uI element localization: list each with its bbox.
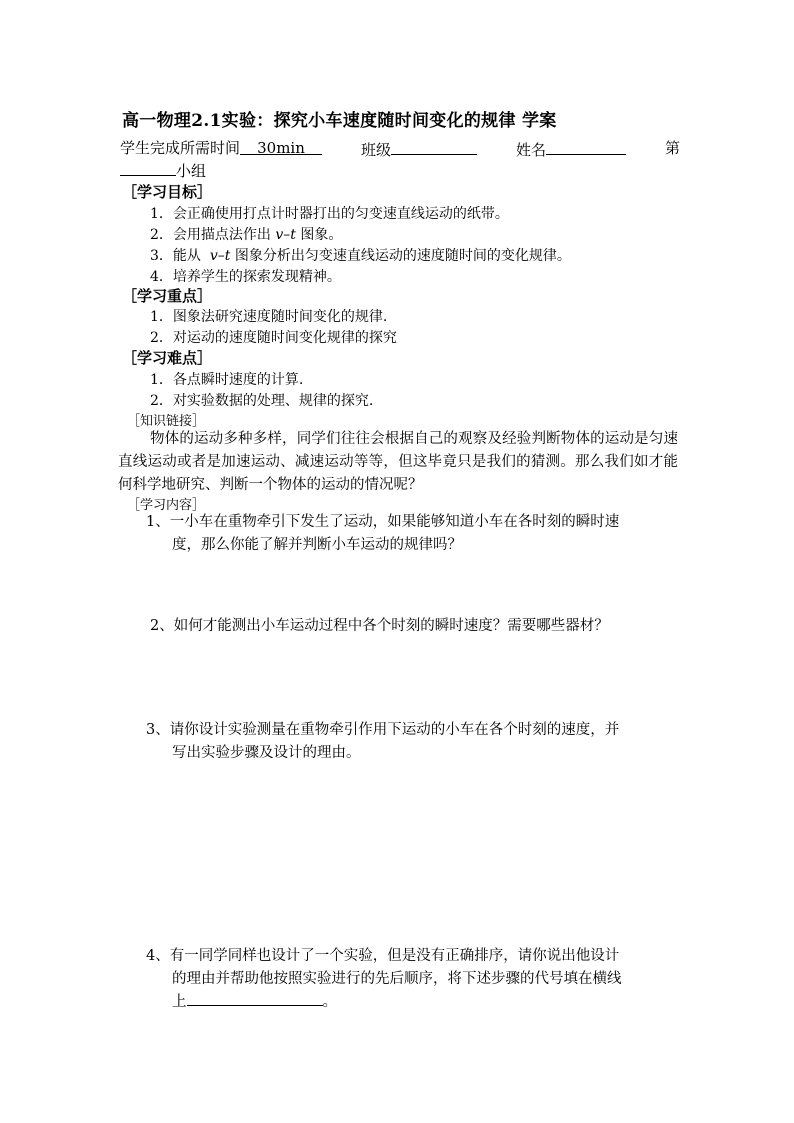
question-text: 的理由并帮助他按照实验进行的先后顺序，将下述步骤的代号填在横线 [172, 971, 622, 987]
question-text: 有一同学同样也设计了一个实验，但是没有正确排序，请你说出他设计 [169, 948, 620, 964]
question-text: 度，那么你能了解并判断小车运动的规律吗？ [172, 537, 462, 553]
objective-item: 2．会用描点法作出 v–t 图象。 [150, 227, 343, 243]
objective-item: 4．培养学生的探索发现精神。 [150, 269, 341, 285]
vt-symbol: v–t [275, 227, 296, 243]
question-text: 一小车在重物牵引下发生了运动，如果能够知道小车在各时刻的瞬时速 [169, 514, 620, 530]
group-blank[interactable] [120, 160, 176, 176]
difficulty-item: 2．对实验数据的处理、规律的探究. [150, 393, 374, 409]
question-answer-line: 上 。 [172, 994, 337, 1010]
group-suffix: 小组 [176, 162, 207, 180]
content-heading: ［学习内容］ [127, 498, 206, 513]
knowledge-link-heading: ［知识链接］ [127, 414, 206, 429]
objectives-heading: ［学习目标］ [122, 183, 213, 201]
name-label: 姓名 [515, 141, 546, 159]
key-point-item: 2．对运动的速度随时间变化规律的探究 [150, 330, 397, 346]
question-1 [146, 511, 676, 557]
question-number: 4、 [146, 948, 170, 964]
question-number: 3、 [146, 722, 170, 738]
question-text: 写出实验步骤及设计的理由。 [172, 745, 361, 761]
name-field [516, 139, 626, 159]
vt-symbol: v–t [209, 248, 231, 264]
student-info [120, 139, 680, 180]
question-3 [146, 719, 676, 765]
objective-item: 1．会正确使用打点计时器打出的匀变速直线运动的纸带。 [150, 206, 509, 222]
question-number: 2、 [150, 618, 174, 634]
time-label: 学生完成所需时间 [120, 139, 241, 157]
key-point-item: 1．图象法研究速度随时间变化的规律. [150, 309, 388, 325]
question-text: 请你设计实验测量在重物牵引作用下运动的小车在各个时刻的速度，并 [169, 722, 620, 738]
difficulties-heading: ［学习难点］ [122, 349, 213, 367]
page-title: 高一物理2.1实验：探究小车速度随时间变化的规律 学案 [122, 111, 557, 131]
question-text: 如何才能测出小车运动过程中各个时刻的瞬时速度？需要哪些器材？ [173, 618, 609, 634]
class-blank[interactable] [391, 139, 477, 155]
class-label: 班级 [360, 141, 391, 159]
name-blank[interactable] [546, 139, 626, 155]
question-4 [146, 945, 676, 1014]
objective-item: 3．能从 v–t 图象分析出匀变速直线运动的速度随时间的变化规律。 [150, 248, 571, 264]
question-number: 1、 [146, 514, 170, 530]
class-field [361, 139, 477, 159]
difficulty-item: 1．各点瞬时速度的计算. [150, 372, 304, 388]
answer-blank[interactable] [187, 992, 323, 1006]
key-points-heading: ［学习重点］ [122, 287, 213, 305]
knowledge-link-text: 物体的运动多种多样，同学们往往会根据自己的观察及经验判断物体的运动是匀速直线运动或者是加速运动、减速运动等等，但这毕竟只是我们的猜测。那么我们如才能何科学地研究、判断一个物体的运动的情况呢？ [118, 431, 678, 493]
time-field [120, 139, 322, 159]
time-value[interactable]: 30min [240, 139, 322, 155]
group-field [120, 160, 680, 180]
group-prefix: 第 [664, 139, 680, 157]
question-2 [150, 615, 680, 638]
